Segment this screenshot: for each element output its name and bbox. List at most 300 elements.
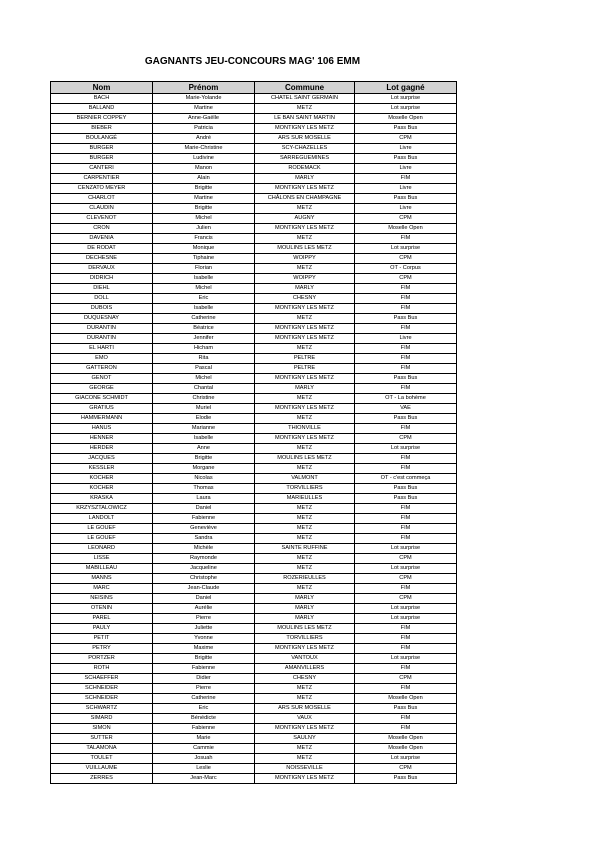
table-row: [51, 224, 457, 234]
cell-prenom: Francis: [153, 234, 255, 244]
table-row: [51, 754, 457, 764]
cell-commune: METZ: [255, 444, 355, 454]
winners-table: [50, 81, 457, 784]
cell-commune: TORVILLIERS: [255, 634, 355, 644]
cell-commune: MARLY: [255, 604, 355, 614]
table-row: [51, 734, 457, 744]
cell-lot: Pass Bus: [355, 124, 457, 134]
cell-lot: Pass Bus: [355, 704, 457, 714]
table-row: [51, 604, 457, 614]
cell-prenom: Juliette: [153, 624, 255, 634]
cell-prenom: Eric: [153, 704, 255, 714]
table-row: [51, 424, 457, 434]
table-row: [51, 464, 457, 474]
table-row: [51, 684, 457, 694]
cell-nom: CLAUDIN: [51, 204, 153, 214]
cell-nom: SCHWARTZ: [51, 704, 153, 714]
cell-prenom: Anne: [153, 444, 255, 454]
cell-commune: MOULINS LES METZ: [255, 454, 355, 464]
cell-commune: MONTIGNY LES METZ: [255, 124, 355, 134]
cell-nom: SIMON: [51, 724, 153, 734]
cell-nom: CHARLOT: [51, 194, 153, 204]
cell-prenom: Michel: [153, 284, 255, 294]
cell-nom: NEISINS: [51, 594, 153, 604]
table-row: [51, 334, 457, 344]
cell-nom: BALLAND: [51, 104, 153, 114]
cell-prenom: Jean-Marc: [153, 774, 255, 784]
cell-lot: FIM: [355, 514, 457, 524]
cell-commune: METZ: [255, 344, 355, 354]
column-header-prenom: Prénom: [153, 82, 255, 94]
cell-prenom: Jennifer: [153, 334, 255, 344]
cell-nom: SUTTER: [51, 734, 153, 744]
cell-commune: CHÂLONS EN CHAMPAGNE: [255, 194, 355, 204]
table-row: [51, 594, 457, 604]
cell-prenom: Isabelle: [153, 434, 255, 444]
cell-nom: EMO: [51, 354, 153, 364]
cell-lot: FIM: [355, 624, 457, 634]
cell-lot: FIM: [355, 424, 457, 434]
cell-lot: Pass Bus: [355, 374, 457, 384]
table-row: [51, 674, 457, 684]
cell-lot: FIM: [355, 234, 457, 244]
table-row: [51, 134, 457, 144]
table-row: [51, 244, 457, 254]
cell-nom: DUQUESNAY: [51, 314, 153, 324]
cell-lot: FIM: [355, 364, 457, 374]
cell-commune: CHESNY: [255, 294, 355, 304]
table-row: [51, 444, 457, 454]
cell-prenom: Aurélie: [153, 604, 255, 614]
cell-nom: DE RODAT: [51, 244, 153, 254]
cell-commune: SARREGUEMINES: [255, 154, 355, 164]
cell-lot: Lot surprise: [355, 94, 457, 104]
table-row: [51, 304, 457, 314]
cell-lot: FIM: [355, 504, 457, 514]
cell-lot: FIM: [355, 634, 457, 644]
cell-nom: KOCHER: [51, 474, 153, 484]
cell-lot: FIM: [355, 304, 457, 314]
cell-nom: SCHAEFFER: [51, 674, 153, 684]
table-row: [51, 504, 457, 514]
cell-nom: LISSE: [51, 554, 153, 564]
cell-nom: DIDRICH: [51, 274, 153, 284]
cell-lot: FIM: [355, 294, 457, 304]
cell-commune: MARIEULLES: [255, 494, 355, 504]
cell-lot: CPM: [355, 274, 457, 284]
cell-prenom: Morgane: [153, 464, 255, 474]
cell-prenom: Daniel: [153, 504, 255, 514]
cell-lot: FIM: [355, 524, 457, 534]
cell-commune: METZ: [255, 534, 355, 544]
table-row: [51, 644, 457, 654]
table-row: [51, 744, 457, 754]
cell-nom: GEORGE: [51, 384, 153, 394]
table-row: [51, 254, 457, 264]
cell-prenom: Josuah: [153, 754, 255, 764]
table-row: [51, 104, 457, 114]
cell-lot: FIM: [355, 174, 457, 184]
cell-commune: METZ: [255, 394, 355, 404]
document-title: GAGNANTS JEU-CONCOURS MAG' 106 EMM: [144, 56, 361, 67]
cell-prenom: Brigitte: [153, 454, 255, 464]
cell-commune: AUGNY: [255, 214, 355, 224]
table-row: [51, 534, 457, 544]
table-row: [51, 714, 457, 724]
cell-prenom: Martine: [153, 104, 255, 114]
cell-commune: MARLY: [255, 174, 355, 184]
cell-prenom: Michel: [153, 374, 255, 384]
table-row: [51, 664, 457, 674]
cell-commune: VALMONT: [255, 474, 355, 484]
cell-prenom: Pierre: [153, 614, 255, 624]
cell-nom: HERDER: [51, 444, 153, 454]
cell-nom: DERVAUX: [51, 264, 153, 274]
cell-nom: BACH: [51, 94, 153, 104]
cell-commune: METZ: [255, 234, 355, 244]
cell-lot: FIM: [355, 324, 457, 334]
cell-nom: SIMARD: [51, 714, 153, 724]
table-row: [51, 774, 457, 784]
table-row: [51, 454, 457, 464]
table-body: [51, 94, 457, 784]
cell-lot: VAE: [355, 404, 457, 414]
cell-prenom: Hicham: [153, 344, 255, 354]
table-row: [51, 354, 457, 364]
cell-prenom: Muriel: [153, 404, 255, 414]
cell-commune: MONTIGNY LES METZ: [255, 184, 355, 194]
cell-prenom: Pierre: [153, 684, 255, 694]
cell-lot: CPM: [355, 134, 457, 144]
cell-lot: OT - Corpus: [355, 264, 457, 274]
cell-commune: METZ: [255, 744, 355, 754]
cell-nom: JACQUES: [51, 454, 153, 464]
cell-lot: Pass Bus: [355, 414, 457, 424]
cell-commune: SCY-CHAZELLES: [255, 144, 355, 154]
cell-prenom: Fabienne: [153, 724, 255, 734]
cell-nom: DURANTIN: [51, 324, 153, 334]
cell-prenom: Fabienne: [153, 514, 255, 524]
cell-commune: MONTIGNY LES METZ: [255, 724, 355, 734]
cell-nom: KOCHER: [51, 484, 153, 494]
cell-lot: FIM: [355, 284, 457, 294]
cell-prenom: Sandra: [153, 534, 255, 544]
cell-commune: METZ: [255, 694, 355, 704]
cell-prenom: Laura: [153, 494, 255, 504]
cell-commune: CHATEL SAINT GERMAIN: [255, 94, 355, 104]
cell-nom: LE GOUEF: [51, 524, 153, 534]
cell-prenom: Marie-Christine: [153, 144, 255, 154]
cell-lot: Pass Bus: [355, 314, 457, 324]
table-row: [51, 364, 457, 374]
table-row: [51, 274, 457, 284]
cell-lot: Livre: [355, 334, 457, 344]
cell-lot: FIM: [355, 354, 457, 364]
cell-prenom: Brigitte: [153, 654, 255, 664]
cell-commune: AMANVILLERS: [255, 664, 355, 674]
cell-commune: MONTIGNY LES METZ: [255, 374, 355, 384]
cell-prenom: Anne-Gaëlle: [153, 114, 255, 124]
cell-prenom: Isabelle: [153, 304, 255, 314]
cell-nom: ROTH: [51, 664, 153, 674]
cell-lot: CPM: [355, 214, 457, 224]
cell-nom: ZERRES: [51, 774, 153, 784]
cell-prenom: Tiphaine: [153, 254, 255, 264]
cell-nom: BOULANGÉ: [51, 134, 153, 144]
cell-commune: METZ: [255, 314, 355, 324]
cell-nom: PETIT: [51, 634, 153, 644]
cell-prenom: Alain: [153, 174, 255, 184]
cell-commune: ARS SUR MOSELLE: [255, 134, 355, 144]
table-row: [51, 94, 457, 104]
cell-commune: LE BAN SAINT MARTIN: [255, 114, 355, 124]
table-row: [51, 114, 457, 124]
cell-lot: Moselle Open: [355, 734, 457, 744]
table-row: [51, 174, 457, 184]
cell-nom: MANNS: [51, 574, 153, 584]
cell-commune: METZ: [255, 754, 355, 764]
cell-lot: Lot surprise: [355, 104, 457, 114]
table-row: [51, 264, 457, 274]
cell-prenom: Michel: [153, 214, 255, 224]
cell-nom: GATTERON: [51, 364, 153, 374]
table-row: [51, 234, 457, 244]
table-row: [51, 564, 457, 574]
table-row: [51, 144, 457, 154]
cell-prenom: Patricia: [153, 124, 255, 134]
cell-nom: EL HARTI: [51, 344, 153, 354]
cell-lot: Lot surprise: [355, 444, 457, 454]
cell-nom: TOULET: [51, 754, 153, 764]
cell-commune: METZ: [255, 104, 355, 114]
cell-commune: WOIPPY: [255, 274, 355, 284]
cell-lot: Livre: [355, 204, 457, 214]
cell-lot: FIM: [355, 664, 457, 674]
cell-prenom: Christine: [153, 394, 255, 404]
cell-commune: MARLY: [255, 594, 355, 604]
cell-lot: Lot surprise: [355, 564, 457, 574]
table-row: [51, 494, 457, 504]
cell-lot: CPM: [355, 254, 457, 264]
cell-prenom: Marie-Yolande: [153, 94, 255, 104]
cell-commune: METZ: [255, 264, 355, 274]
cell-prenom: Chantal: [153, 384, 255, 394]
cell-prenom: Fabienne: [153, 664, 255, 674]
cell-commune: MOULINS LES METZ: [255, 244, 355, 254]
cell-lot: FIM: [355, 684, 457, 694]
cell-nom: LE GOUEF: [51, 534, 153, 544]
cell-commune: VAUX: [255, 714, 355, 724]
cell-commune: MONTIGNY LES METZ: [255, 774, 355, 784]
cell-nom: SCHNEIDER: [51, 684, 153, 694]
cell-commune: MONTIGNY LES METZ: [255, 404, 355, 414]
cell-nom: CENZATO MEYER: [51, 184, 153, 194]
table-row: [51, 544, 457, 554]
table-row: [51, 314, 457, 324]
cell-lot: Livre: [355, 164, 457, 174]
cell-lot: FIM: [355, 534, 457, 544]
cell-lot: FIM: [355, 584, 457, 594]
table-row: [51, 324, 457, 334]
cell-lot: FIM: [355, 344, 457, 354]
cell-commune: MONTIGNY LES METZ: [255, 304, 355, 314]
cell-nom: CLEVENOT: [51, 214, 153, 224]
cell-commune: TORVILLIERS: [255, 484, 355, 494]
table-row: [51, 614, 457, 624]
cell-nom: SCHNEIDER: [51, 694, 153, 704]
cell-commune: PELTRE: [255, 354, 355, 364]
cell-lot: FIM: [355, 384, 457, 394]
cell-nom: OTENIN: [51, 604, 153, 614]
cell-nom: LANDOLT: [51, 514, 153, 524]
cell-prenom: Yvonne: [153, 634, 255, 644]
cell-lot: Pass Bus: [355, 484, 457, 494]
cell-prenom: Béatrice: [153, 324, 255, 334]
cell-lot: Lot surprise: [355, 604, 457, 614]
cell-prenom: Brigitte: [153, 204, 255, 214]
table-row: [51, 384, 457, 394]
cell-nom: GENOT: [51, 374, 153, 384]
cell-nom: DAVENIA: [51, 234, 153, 244]
cell-lot: CPM: [355, 764, 457, 774]
cell-lot: Moselle Open: [355, 114, 457, 124]
table-row: [51, 474, 457, 484]
cell-nom: DUBOIS: [51, 304, 153, 314]
table-row: [51, 124, 457, 134]
table-row: [51, 394, 457, 404]
cell-nom: BIEBER: [51, 124, 153, 134]
cell-commune: THIONVILLE: [255, 424, 355, 434]
cell-lot: FIM: [355, 644, 457, 654]
cell-nom: DOLL: [51, 294, 153, 304]
cell-prenom: Daniel: [153, 594, 255, 604]
cell-prenom: Catherine: [153, 694, 255, 704]
cell-lot: FIM: [355, 454, 457, 464]
cell-lot: CPM: [355, 554, 457, 564]
cell-nom: CANTERI: [51, 164, 153, 174]
table-row: [51, 724, 457, 734]
cell-nom: GRATIUS: [51, 404, 153, 414]
cell-commune: METZ: [255, 204, 355, 214]
table-row: [51, 694, 457, 704]
cell-prenom: Ludivine: [153, 154, 255, 164]
cell-prenom: Brigitte: [153, 184, 255, 194]
cell-commune: MONTIGNY LES METZ: [255, 324, 355, 334]
cell-lot: Lot surprise: [355, 654, 457, 664]
cell-lot: Moselle Open: [355, 744, 457, 754]
cell-commune: ROZERIEULLES: [255, 574, 355, 584]
cell-nom: BURGER: [51, 144, 153, 154]
table-row: [51, 214, 457, 224]
cell-commune: METZ: [255, 414, 355, 424]
cell-commune: SAINTE RUFFINE: [255, 544, 355, 554]
table-row: [51, 624, 457, 634]
cell-lot: CPM: [355, 574, 457, 584]
column-header-commune: Commune: [255, 82, 355, 94]
cell-nom: PORTZER: [51, 654, 153, 664]
cell-commune: RODEMACK: [255, 164, 355, 174]
table-row: [51, 284, 457, 294]
cell-lot: FIM: [355, 464, 457, 474]
cell-prenom: Marie: [153, 734, 255, 744]
cell-prenom: Catherine: [153, 314, 255, 324]
cell-prenom: Rita: [153, 354, 255, 364]
cell-nom: HAMMERMANN: [51, 414, 153, 424]
cell-nom: DECHESNE: [51, 254, 153, 264]
table-row: [51, 374, 457, 384]
cell-lot: Pass Bus: [355, 194, 457, 204]
column-header-nom: Nom: [51, 82, 153, 94]
cell-commune: NOISSEVILLE: [255, 764, 355, 774]
table-row: [51, 404, 457, 414]
cell-lot: FIM: [355, 724, 457, 734]
cell-prenom: Didier: [153, 674, 255, 684]
cell-nom: MABILLEAU: [51, 564, 153, 574]
cell-nom: LEONARD: [51, 544, 153, 554]
cell-lot: Lot surprise: [355, 244, 457, 254]
cell-lot: Pass Bus: [355, 774, 457, 784]
table-row: [51, 194, 457, 204]
cell-commune: METZ: [255, 554, 355, 564]
cell-prenom: Marianne: [153, 424, 255, 434]
cell-nom: HANUS: [51, 424, 153, 434]
column-header-lot: Lot gagné: [355, 82, 457, 94]
cell-commune: METZ: [255, 464, 355, 474]
cell-nom: BERNIER COPPEY: [51, 114, 153, 124]
cell-prenom: Isabelle: [153, 274, 255, 284]
cell-prenom: Geneviève: [153, 524, 255, 534]
cell-commune: VANTOUX: [255, 654, 355, 664]
table-row: [51, 654, 457, 664]
cell-lot: Moselle Open: [355, 224, 457, 234]
cell-nom: TALAMONA: [51, 744, 153, 754]
cell-prenom: Pascal: [153, 364, 255, 374]
cell-lot: Pass Bus: [355, 494, 457, 504]
cell-prenom: Julien: [153, 224, 255, 234]
cell-commune: CHESNY: [255, 674, 355, 684]
table-row: [51, 634, 457, 644]
cell-commune: ARS SUR MOSELLE: [255, 704, 355, 714]
cell-commune: WOIPPY: [255, 254, 355, 264]
cell-prenom: Raymonde: [153, 554, 255, 564]
cell-prenom: Christophe: [153, 574, 255, 584]
cell-commune: MARLY: [255, 284, 355, 294]
cell-nom: PETRY: [51, 644, 153, 654]
cell-lot: CPM: [355, 594, 457, 604]
cell-nom: PAREL: [51, 614, 153, 624]
cell-nom: BURGER: [51, 154, 153, 164]
cell-commune: MONTIGNY LES METZ: [255, 644, 355, 654]
cell-prenom: Thomas: [153, 484, 255, 494]
table-row: [51, 704, 457, 714]
cell-prenom: Florian: [153, 264, 255, 274]
table-row: [51, 164, 457, 174]
cell-prenom: Leslie: [153, 764, 255, 774]
cell-prenom: Jacqueline: [153, 564, 255, 574]
cell-prenom: Manon: [153, 164, 255, 174]
cell-lot: Lot surprise: [355, 544, 457, 554]
table-row: [51, 514, 457, 524]
table-row: [51, 524, 457, 534]
cell-prenom: Cammie: [153, 744, 255, 754]
cell-prenom: Maxime: [153, 644, 255, 654]
cell-lot: FIM: [355, 714, 457, 724]
cell-nom: KRZYSZTALOWICZ: [51, 504, 153, 514]
cell-commune: MOULINS LES METZ: [255, 624, 355, 634]
table-row: [51, 584, 457, 594]
cell-prenom: Monique: [153, 244, 255, 254]
cell-commune: SAULNY: [255, 734, 355, 744]
